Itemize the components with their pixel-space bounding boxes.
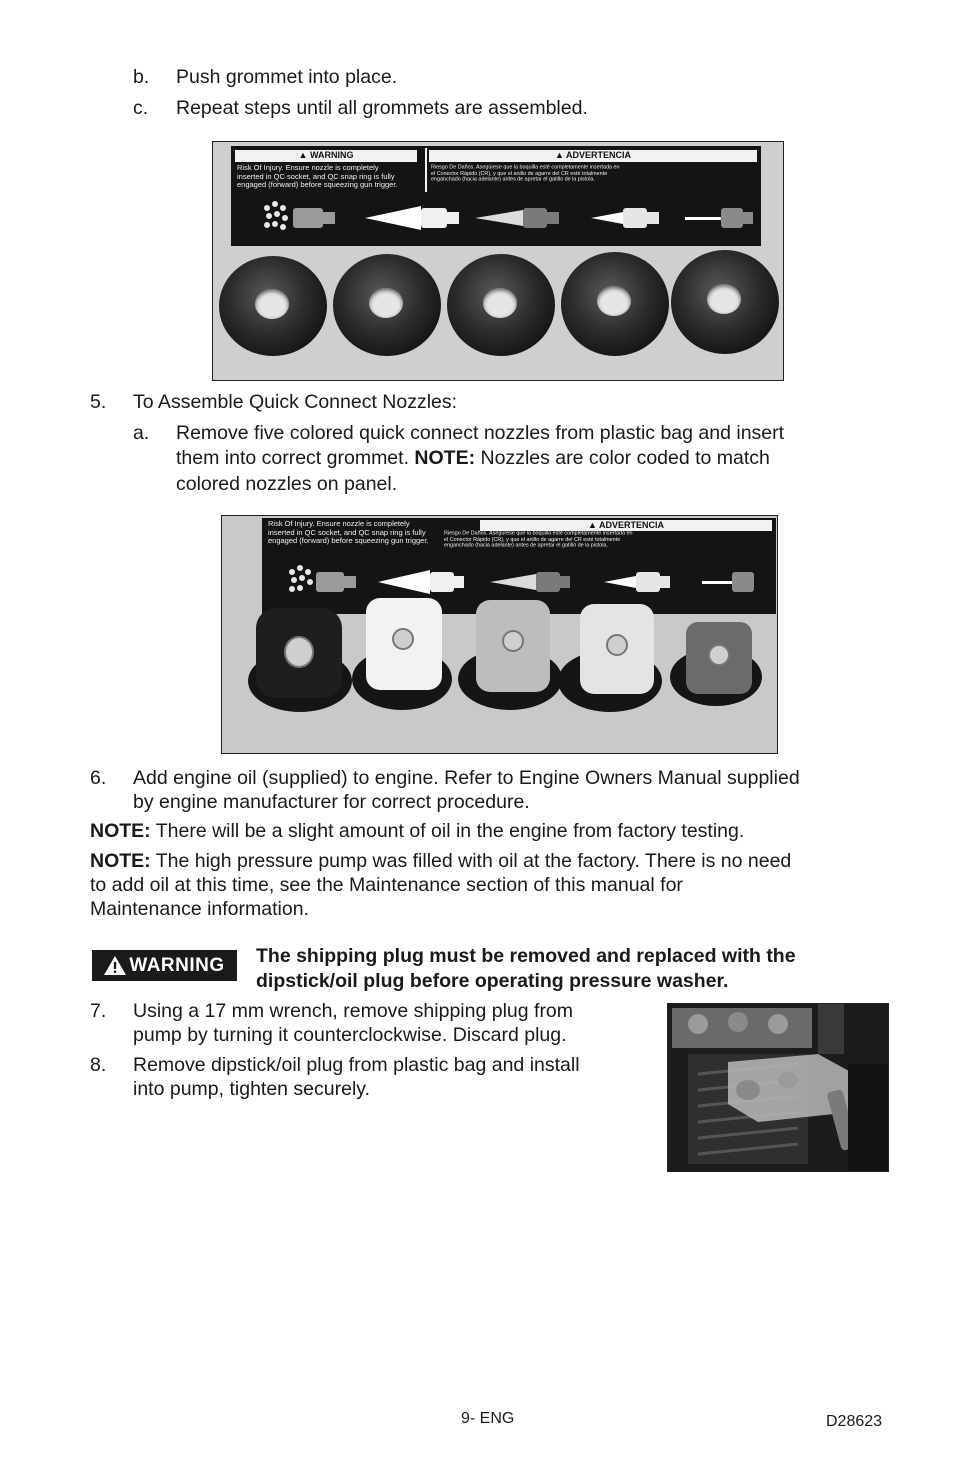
grommet-4 [561,252,669,356]
note-2-line2: to add oil at this time, see the Maintenance section of this manual for [90,874,683,896]
nozzle-spray-icons [261,198,761,238]
grommet-5 [671,250,779,354]
decal-advertencia-label-2: ▲ ADVERTENCIA [480,520,772,531]
grommets-photo [212,141,784,381]
nozzle-green [476,600,550,692]
step-7-marker: 7. [90,1000,107,1022]
cone-15-icon [365,206,421,230]
nozzle-red [686,622,752,694]
step-5a-line2: them into correct grommet. NOTE: Nozzles are color coded to match [176,447,770,469]
page-number: 9- ENG [461,1410,515,1427]
decal-divider [425,148,427,192]
step-c-marker: c. [133,97,149,119]
nozzle-white [366,598,442,690]
nozzle-spray-icons-2 [286,562,766,602]
step-5-text: To Assemble Quick Connect Nozzles: [133,391,458,413]
warning-triangle-icon [104,956,126,975]
step-5-marker: 5. [90,391,107,413]
decal-english-text-2: Risk Of Injury. Ensure nozzle is completely inserted in QC socket, and QC snap ring is fully engaged (forward) before squeezing gun trigger. [268,519,429,545]
step-5a-line3: colored nozzles on panel. [176,473,398,495]
cone-40-icon [591,212,623,224]
step-7-line2: pump by turning it counterclockwise. Discard plug. [133,1024,567,1046]
nozzle-yellow [580,604,654,694]
grommet-1 [219,256,327,356]
decal-advertencia-label: ▲ ADVERTENCIA [429,150,757,162]
pump-illustration [668,1004,889,1172]
step-8-line2: into pump, tighten securely. [133,1078,371,1100]
spray-dots-icon [264,201,288,230]
grommet-2 [333,254,441,356]
step-6-marker: 6. [90,767,107,789]
decal-spanish-text: Riesgo De Daños. Asegúrese que la boquilla esté completamente insertada en el Conector Rápido (CR), y que el anillo de agarre del CR esté totalmente enganchado (hacia adelante) antes de apretar el gatillo de la pistola. [431,163,620,182]
step-6-line1: Add engine oil (supplied) to engine. Refer to Engine Owners Manual supplied [133,767,800,789]
decal-warning-label: ▲ WARNING [235,150,417,162]
nozzles-photo [221,515,778,754]
step-6-line2: by engine manufacturer for correct procedure. [133,791,530,813]
note-2-line3: Maintenance information. [90,898,309,920]
warning-line1: The shipping plug must be removed and replaced with the [256,945,796,967]
step-8-marker: 8. [90,1054,107,1076]
document-id: D28623 [826,1413,883,1430]
pump-photo [667,1003,889,1172]
note-2-line1: NOTE: The high pressure pump was filled with oil at the factory. There is no need [90,850,792,872]
nozzle-black [256,608,342,698]
decal-english-text: Risk Of Injury. Ensure nozzle is completely inserted in QC socket, and QC snap ring is fully engaged (forward) before squeezing gun trigger. [237,163,398,189]
warning-badge: WARNING [92,950,237,981]
nozzle-0-icon [293,208,323,228]
step-5a-line1: Remove five colored quick connect nozzles from plastic bag and insert [176,422,785,444]
decal-panel [231,146,761,246]
note-1: NOTE: There will be a slight amount of oil in the engine from factory testing. [90,820,745,842]
step-7-line1: Using a 17 mm wrench, remove shipping plug from [133,1000,574,1022]
spray-dots-icon-2 [289,565,313,592]
grommet-3 [447,254,555,356]
step-b-marker: b. [133,66,150,88]
warning-line2: dipstick/oil plug before operating pressure washer. [256,970,729,992]
step-5a-marker: a. [133,422,150,444]
stream-icon [685,217,721,220]
step-b-text: Push grommet into place. [176,66,398,88]
decal-spanish-text-2: Riesgo De Daños. Asegúrese que la boquilla esté completamente insertada en el Conector Rápido (CR), y que el anillo de agarre del CR esté totalmente enganchado (hacia adelante) antes de apretar el gatillo de la pistola. [444,529,633,548]
cone-25-icon [475,210,523,226]
step-c-text: Repeat steps until all grommets are assembled. [176,97,588,119]
step-8-line1: Remove dipstick/oil plug from plastic bag and install [133,1054,580,1076]
